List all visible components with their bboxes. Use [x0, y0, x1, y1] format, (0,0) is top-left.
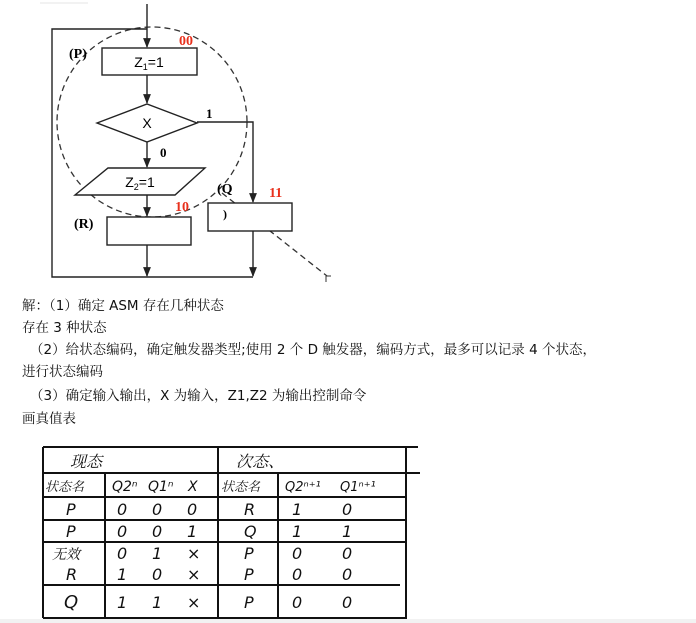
conditional-output-label: $Z_2=1$ — [125, 174, 155, 192]
svg-text:1: 1 — [152, 544, 163, 563]
svg-text:0: 0 — [342, 593, 353, 612]
present-state-header: 现态 — [70, 452, 103, 471]
col-x: X — [188, 479, 198, 495]
svg-text:1: 1 — [152, 593, 163, 612]
svg-text:P: P — [244, 593, 254, 612]
decision-label: X — [142, 115, 152, 131]
state-q-label: (Q — [217, 182, 233, 197]
col-state-name: 状态名 — [45, 480, 85, 495]
svg-text:0: 0 — [292, 593, 303, 612]
solution-truth-table-label: 画真值表 — [22, 411, 76, 427]
svg-text:P: P — [244, 565, 254, 584]
svg-text:×: × — [187, 565, 201, 584]
svg-text:1: 1 — [292, 522, 303, 541]
svg-text:0: 0 — [117, 500, 128, 519]
svg-text:Q: Q — [244, 522, 257, 541]
svg-text:1: 1 — [117, 565, 128, 584]
col-q1n1: Q1ⁿ⁺¹ — [340, 480, 376, 495]
svg-text:0: 0 — [292, 565, 303, 584]
table-row — [64, 592, 352, 613]
state-q-box — [208, 203, 292, 231]
state-p-label: (P) — [69, 47, 87, 62]
col-q1n: Q1ⁿ — [148, 479, 174, 495]
solution-step-2: （2）给状态编码，确定触发器类型;使用 2 个 D 触发器，编码方式，最多可以记录 4 个状态， — [30, 342, 596, 358]
svg-text:0: 0 — [342, 565, 353, 584]
svg-text:0: 0 — [152, 565, 163, 584]
state-r-code: 10 — [175, 200, 189, 215]
svg-text:Q: Q — [64, 592, 79, 613]
table-row — [66, 522, 352, 541]
svg-text:1: 1 — [187, 522, 198, 541]
svg-text:×: × — [187, 544, 201, 563]
svg-text:1: 1 — [292, 500, 303, 519]
svg-text:1: 1 — [342, 522, 353, 541]
solution-state-count: 存在 3 种状态 — [22, 320, 107, 336]
branch-false-label: 0 — [160, 145, 167, 160]
state-r-box — [107, 217, 191, 245]
asm-chart — [0, 0, 696, 290]
state-p-action: $Z_1=1$ — [134, 54, 164, 72]
state-r-label: (R) — [74, 217, 94, 232]
state-q-label-cont: ) — [223, 207, 227, 221]
next-state-header: 次态、 — [236, 452, 285, 471]
svg-text:P: P — [66, 500, 76, 519]
state-q-code: 11 — [269, 186, 283, 201]
state-p-code: 00 — [179, 34, 193, 49]
svg-text:0: 0 — [187, 500, 198, 519]
svg-text:P: P — [244, 544, 254, 563]
svg-text:0: 0 — [152, 500, 163, 519]
branch-true-label: 1 — [206, 106, 213, 121]
table-row — [66, 565, 352, 584]
svg-text:P: P — [66, 522, 76, 541]
col-q2n: Q2ⁿ — [112, 479, 138, 495]
solution-step-1: 解：（1）确定 ASM 存在几种状态 — [22, 298, 224, 314]
svg-text:无效: 无效 — [52, 547, 80, 563]
table-row — [66, 500, 352, 519]
svg-text:×: × — [187, 593, 201, 612]
svg-text:0: 0 — [342, 500, 353, 519]
svg-text:0: 0 — [292, 544, 303, 563]
svg-text:R: R — [244, 500, 256, 519]
svg-text:R: R — [66, 565, 78, 584]
svg-text:0: 0 — [342, 544, 353, 563]
svg-text:0: 0 — [117, 522, 128, 541]
solution-step-3: （3）确定输入输出，X 为输入，Z1,Z2 为输出控制命令 — [30, 388, 367, 404]
svg-text:0: 0 — [117, 544, 128, 563]
svg-text:0: 0 — [152, 522, 163, 541]
svg-text:1: 1 — [117, 593, 128, 612]
col-next-state-name: 状态名 — [221, 480, 261, 495]
solution-step-2-cont: 进行状态编码 — [22, 364, 103, 380]
table-row — [52, 544, 352, 563]
col-q2n1: Q2ⁿ⁺¹ — [285, 480, 321, 495]
